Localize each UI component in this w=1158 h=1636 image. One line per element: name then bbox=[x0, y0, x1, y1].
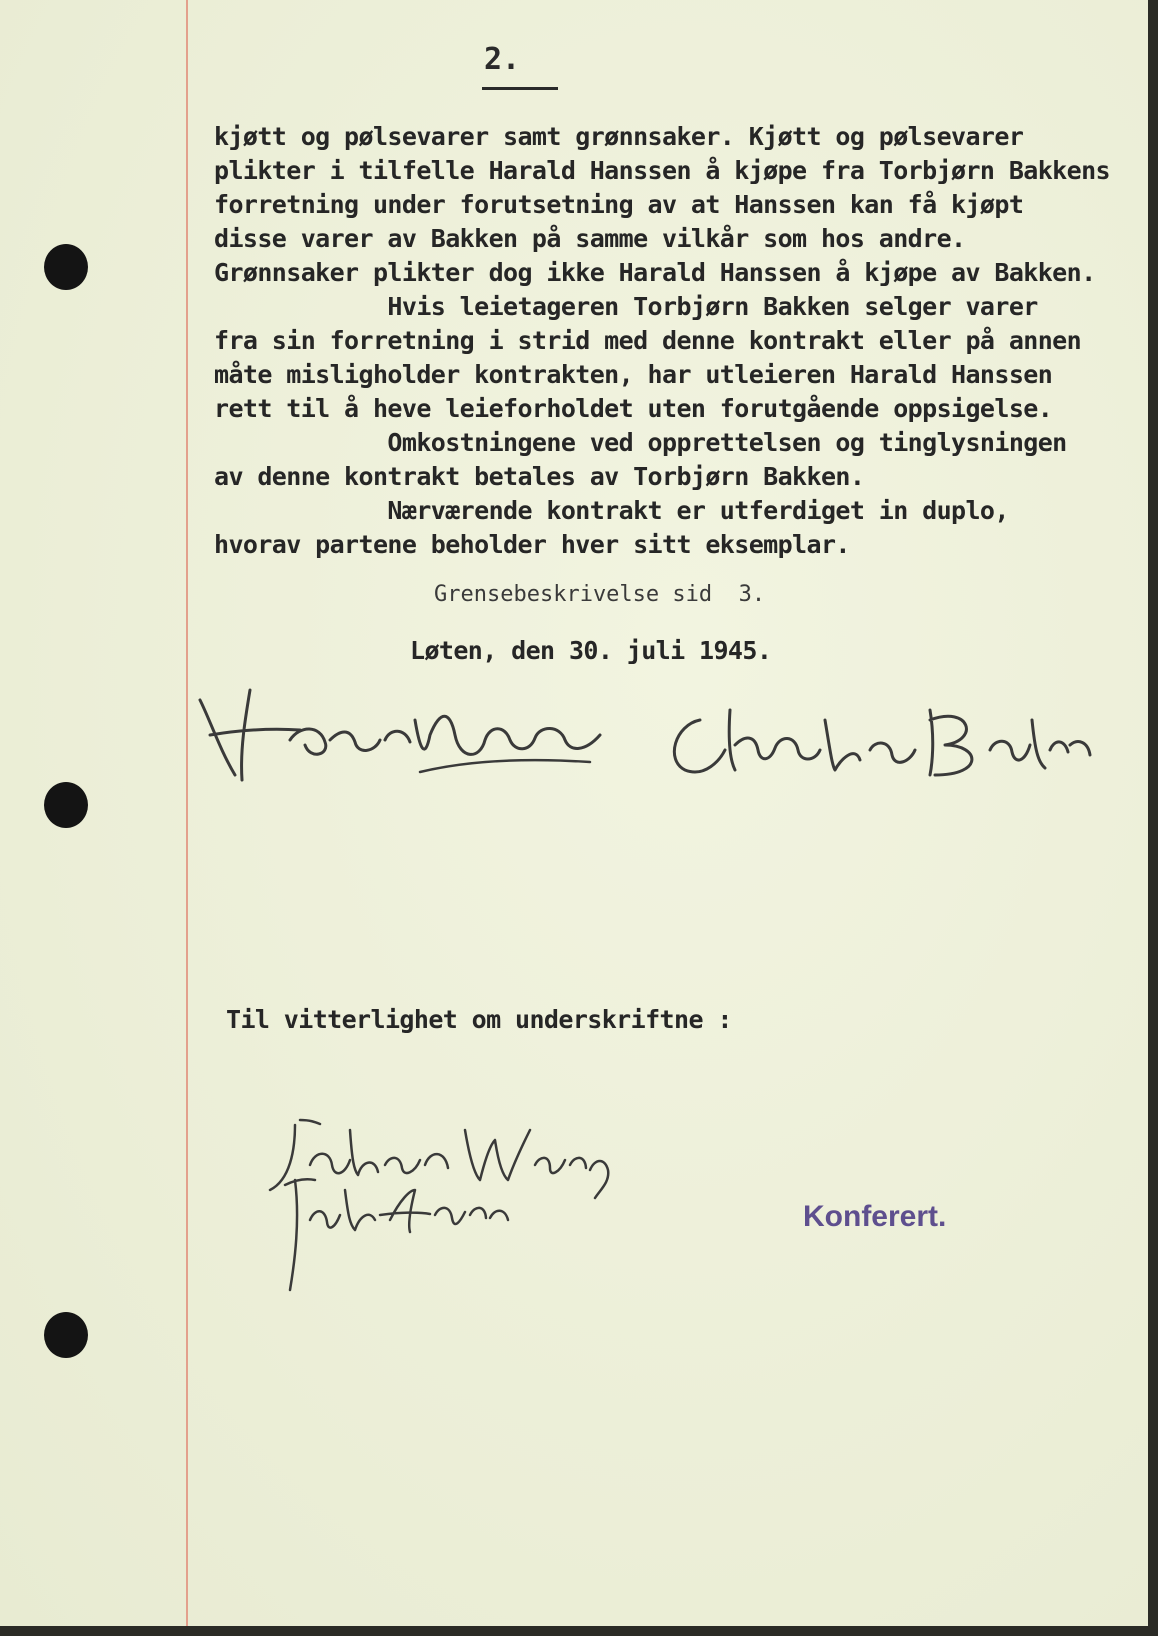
body-line: Hvis leietageren Torbjørn Bakken selger varer bbox=[214, 292, 1038, 321]
margin-line bbox=[186, 0, 188, 1626]
punch-hole bbox=[44, 1312, 88, 1358]
place-date: Løten, den 30. juli 1945. bbox=[410, 636, 772, 665]
body-line: hvorav partene beholder hver sitt eksemplar. bbox=[214, 530, 850, 559]
witness-heading: Til vitterlighet om underskriftne : bbox=[226, 1005, 732, 1034]
body-line: disse varer av Bakken på samme vilkår som hos andre. bbox=[214, 224, 966, 253]
signature-landlord bbox=[180, 680, 620, 790]
signature-witness-2 bbox=[270, 1160, 530, 1300]
body-line: måte misligholder kontrakten, har utleieren Harald Hanssen bbox=[214, 360, 1053, 389]
boundary-note: Grensebeskrivelse sid 3. bbox=[434, 582, 766, 607]
punch-hole bbox=[44, 244, 88, 290]
body-line: fra sin forretning i strid med denne kontrakt eller på annen bbox=[214, 326, 1082, 355]
signature-tenant bbox=[660, 690, 1100, 790]
body-line: av denne kontrakt betales av Torbjørn Bakken. bbox=[214, 462, 865, 491]
body-line: kjøtt og pølsevarer samt grønnsaker. Kjøtt og pølsevarer bbox=[214, 122, 1024, 151]
page-number: 2. bbox=[484, 42, 521, 77]
body-line: Omkostningene ved opprettelsen og tinglysningen bbox=[214, 428, 1067, 457]
konferert-stamp: Konferert. bbox=[803, 1200, 947, 1233]
body-line: plikter i tilfelle Harald Hanssen å kjøpe fra Torbjørn Bakkens bbox=[214, 156, 1110, 185]
page-number-underline bbox=[482, 87, 558, 90]
punch-hole bbox=[44, 782, 88, 828]
body-line: Nærværende kontrakt er utferdiget in duplo, bbox=[214, 496, 1009, 525]
body-line: forretning under forutsetning av at Hanssen kan få kjøpt bbox=[214, 190, 1024, 219]
body-line: rett til å heve leieforholdet uten forutgående oppsigelse. bbox=[214, 394, 1053, 423]
body-line: Grønnsaker plikter dog ikke Harald Hanssen å kjøpe av Bakken. bbox=[214, 258, 1096, 287]
